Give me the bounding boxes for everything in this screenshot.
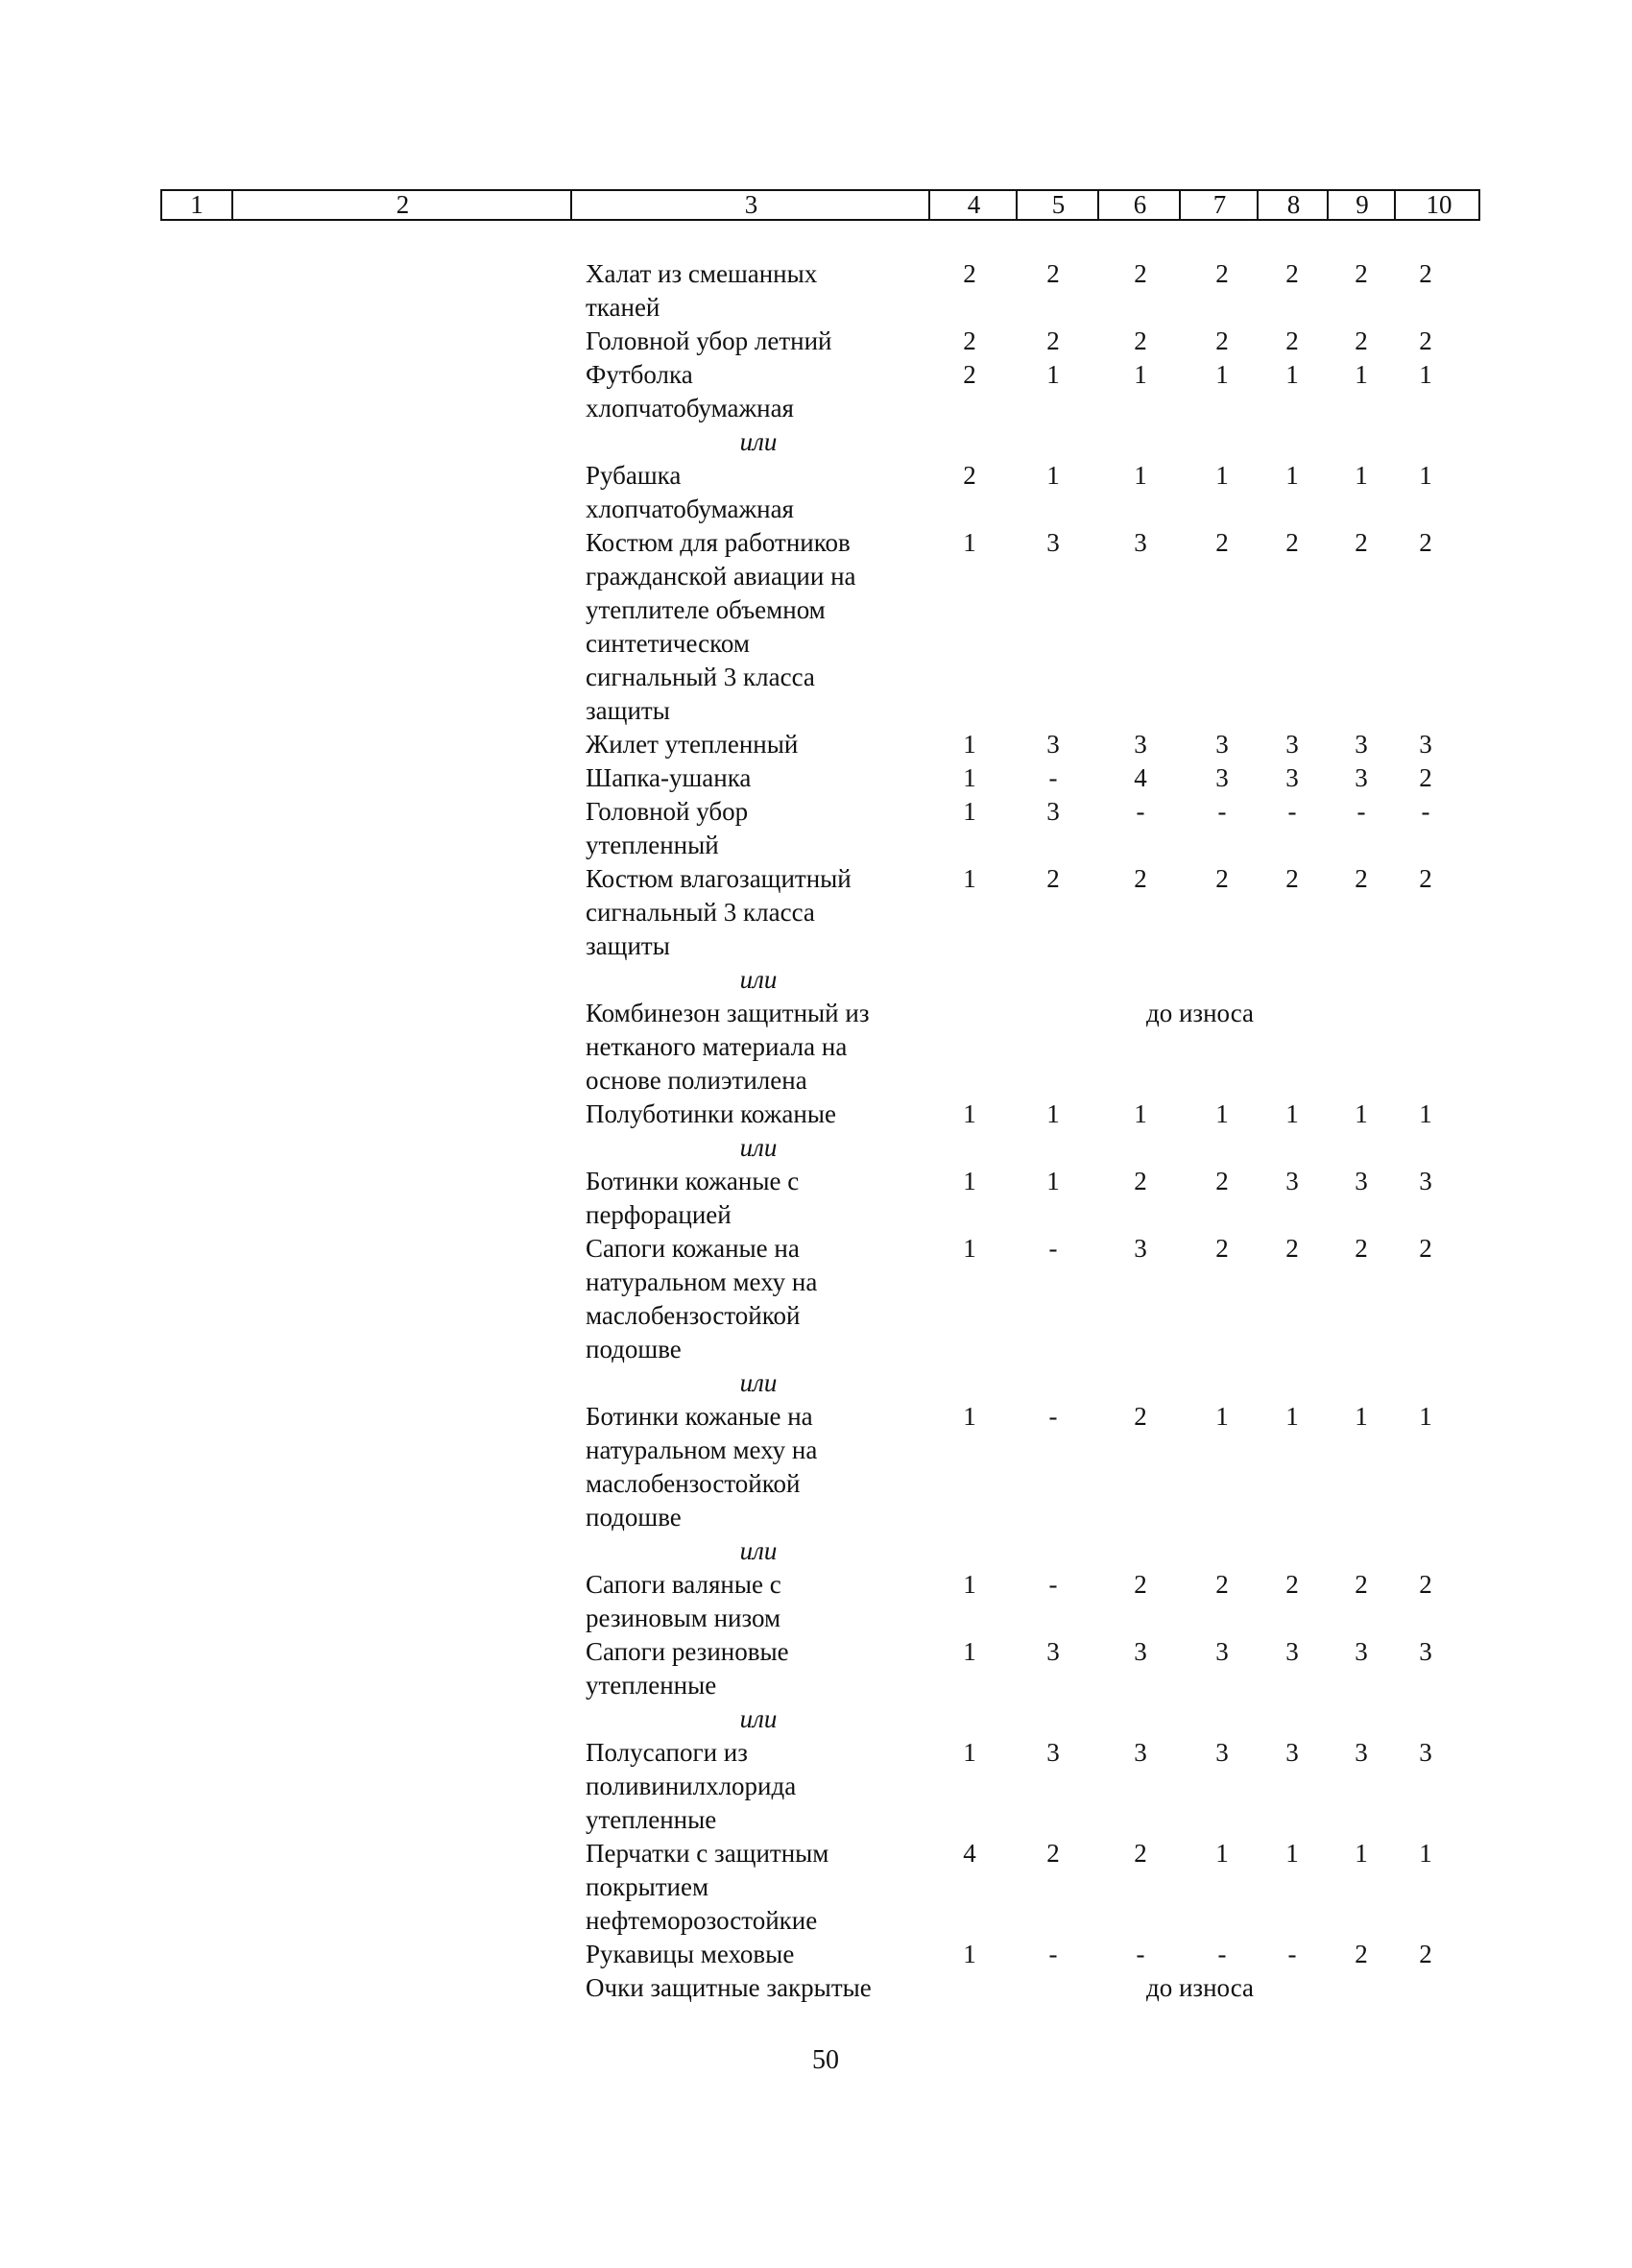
value-cell-col-10: 3 [1419,1167,1432,1195]
item-name [586,795,931,862]
value-cell-col-7: 2 [1215,864,1229,893]
alternative-separator [0,1702,1632,1736]
item-name-line: утепленный [586,831,719,859]
item-name [586,1232,931,1366]
item-name-line: перфорацией [586,1200,732,1229]
item-name-line: утепленные [586,1805,717,1834]
item-name [586,728,931,761]
item-name [586,1971,931,2005]
value-cell-col-10: 2 [1419,864,1432,893]
alternative-separator [0,1366,1632,1400]
value-cell-col-8: 2 [1285,1570,1299,1599]
item-name-line: Головной убор [586,797,749,826]
value-cell-col-6: 2 [1134,1402,1147,1431]
value-cell-col-5: 2 [1046,259,1060,288]
header-cell-5: 5 [1016,191,1099,219]
header-cell-10: 10 [1394,191,1482,219]
item-name-line: Жилет утепленный [586,730,799,759]
alternative-label: или [739,1368,778,1397]
value-cell-col-9: 2 [1355,259,1368,288]
value-cell-col-10: 1 [1419,1099,1432,1128]
value-cell-col-8: 1 [1285,1839,1299,1868]
alternative-separator [0,1131,1632,1165]
item-name-line: Костюм влагозащитный [586,864,852,893]
value-cell-col-4: 1 [963,1738,976,1767]
value-cell-col-10: 3 [1419,1637,1432,1666]
value-cell-col-4: 1 [963,730,976,759]
item-name-line: тканей [586,293,660,322]
value-cell-col-4: 2 [963,259,976,288]
table-row [0,761,1632,795]
item-name [586,1098,931,1131]
value-cell-col-4: 1 [963,1940,976,1968]
item-name [586,1837,931,1938]
table-row [0,1400,1632,1534]
until-worn-out-cell: до износа [1145,999,1255,1027]
value-cell-col-6: 2 [1134,1570,1147,1599]
value-cell-col-9: 3 [1355,1167,1368,1195]
value-cell-col-4: 2 [963,360,976,389]
item-name-line: натуральном меху на [586,1267,818,1296]
item-name-line: резиновым низом [586,1604,781,1632]
alternative-separator [0,1534,1632,1568]
table-row [0,728,1632,761]
value-cell-col-8: 3 [1285,1167,1299,1195]
value-cell-col-10: 2 [1419,1234,1432,1263]
value-cell-col-7: 1 [1215,461,1229,490]
value-cell-col-5: 3 [1046,797,1060,826]
item-name-line: Перчатки с защитным [586,1839,829,1868]
value-cell-col-6: 2 [1134,864,1147,893]
value-cell-col-9: 2 [1355,326,1368,355]
value-cell-col-5: 1 [1046,1099,1060,1128]
table-row [0,1232,1632,1366]
value-cell-col-8: 2 [1285,528,1299,557]
value-cell-col-7: 2 [1215,1570,1229,1599]
value-cell-col-4: 2 [963,326,976,355]
table-row [0,526,1632,728]
header-cell-7: 7 [1179,191,1259,219]
value-cell-col-9: 2 [1355,864,1368,893]
value-cell-col-9: 1 [1355,1839,1368,1868]
alternative-separator [0,963,1632,997]
value-cell-col-9: 2 [1355,1234,1368,1263]
item-name-line: хлопчатобумажная [586,495,794,523]
value-cell-col-4: 1 [963,864,976,893]
value-cell-col-8: 1 [1285,360,1299,389]
item-name-line: Халат из смешанных [586,259,818,288]
item-name-line: синтетическом [586,629,750,658]
value-cell-col-5: 1 [1046,461,1060,490]
item-name [586,526,931,728]
until-worn-out-cell: до износа [1145,1973,1255,2002]
item-name [586,459,931,526]
item-name-line: Рукавицы меховые [586,1940,795,1968]
value-cell-col-5: 3 [1046,730,1060,759]
value-cell-col-6: 2 [1134,1167,1147,1195]
value-cell-col-9: 1 [1355,1099,1368,1128]
item-name [586,257,931,325]
page-number: 50 [812,2045,839,2075]
value-cell-col-10: 3 [1419,1738,1432,1767]
table-row [0,795,1632,862]
item-name [586,325,931,358]
value-cell-col-6: - [1136,797,1145,826]
value-cell-col-8: 3 [1285,1637,1299,1666]
table-row [0,997,1632,1098]
value-cell-col-5: 3 [1046,528,1060,557]
value-cell-col-5: - [1048,1402,1058,1431]
value-cell-col-5: 3 [1046,1738,1060,1767]
value-cell-col-5: - [1048,1234,1058,1263]
value-cell-col-5: 3 [1046,1637,1060,1666]
value-cell-col-7: 3 [1215,1637,1229,1666]
value-cell-col-10: 2 [1419,528,1432,557]
table-row [0,1971,1632,2005]
item-name-line: Полуботинки кожаные [586,1099,836,1128]
value-cell-col-9: 2 [1355,528,1368,557]
value-cell-col-4: 1 [963,1570,976,1599]
item-name-line: Комбинезон защитный из [586,999,870,1027]
table-row [0,358,1632,425]
value-cell-col-9: 2 [1355,1570,1368,1599]
table-row [0,862,1632,963]
value-cell-col-9: 1 [1355,1402,1368,1431]
value-cell-col-10: 1 [1419,1839,1432,1868]
item-name-line: Футболка [586,360,693,389]
header-cell-1: 1 [190,190,204,219]
table-row [0,1635,1632,1702]
value-cell-col-9: 3 [1355,730,1368,759]
item-name-line: Сапоги резиновые [586,1637,789,1666]
item-name [586,862,931,963]
value-cell-col-9: - [1356,797,1366,826]
value-cell-col-6: 1 [1134,1099,1147,1128]
value-cell-col-4: 1 [963,1637,976,1666]
value-cell-col-8: - [1287,1940,1297,1968]
value-cell-col-6: 3 [1134,730,1147,759]
value-cell-col-10: - [1421,797,1430,826]
value-cell-col-6: 2 [1134,1839,1147,1868]
value-cell-col-4: 4 [963,1839,976,1868]
header-cell-3: 3 [570,191,930,219]
value-cell-col-7: 2 [1215,259,1229,288]
value-cell-col-10: 2 [1419,763,1432,792]
item-name-line: Сапоги кожаные на [586,1234,800,1263]
value-cell-col-8: 2 [1285,1234,1299,1263]
value-cell-col-4: 1 [963,1402,976,1431]
table-row [0,1736,1632,1837]
item-name-line: защиты [586,931,670,960]
table-row [0,1568,1632,1635]
value-cell-col-5: - [1048,1570,1058,1599]
item-name-line: Костюм для работников [586,528,851,557]
value-cell-col-9: 3 [1355,763,1368,792]
value-cell-col-10: 1 [1419,1402,1432,1431]
value-cell-col-5: 1 [1046,360,1060,389]
value-cell-col-7: 2 [1215,528,1229,557]
item-name [586,1736,931,1837]
item-name-line: подошве [586,1503,682,1532]
item-name-line: Полусапоги из [586,1738,748,1767]
item-name-line: гражданской авиации на [586,562,856,591]
item-name-line: Ботинки кожаные с [586,1167,800,1195]
item-name [586,1400,931,1534]
value-cell-col-4: 1 [963,763,976,792]
value-cell-col-9: 3 [1355,1637,1368,1666]
value-cell-col-7: 2 [1215,326,1229,355]
header-cell-4: 4 [928,191,1018,219]
item-name-line: утепленные [586,1671,717,1700]
value-cell-col-6: 2 [1134,326,1147,355]
item-name [586,358,931,425]
item-name-line: поливинилхлорида [586,1772,797,1800]
value-cell-col-7: - [1217,1940,1227,1968]
value-cell-col-8: - [1287,797,1297,826]
table-row [0,1098,1632,1131]
alternative-label: или [739,427,778,456]
value-cell-col-9: 3 [1355,1738,1368,1767]
value-cell-col-5: - [1048,1940,1058,1968]
alternative-label: или [739,1536,778,1565]
table-row [0,459,1632,526]
value-cell-col-10: 2 [1419,1570,1432,1599]
value-cell-col-10: 1 [1419,461,1432,490]
value-cell-col-6: 3 [1134,528,1147,557]
item-name-line: основе полиэтилена [586,1066,807,1095]
value-cell-col-6: 3 [1134,1234,1147,1263]
value-cell-col-10: 1 [1419,360,1432,389]
item-name-line: утеплителе объемном [586,595,826,624]
item-name-line: защиты [586,696,670,725]
value-cell-col-8: 1 [1285,461,1299,490]
value-cell-col-5: 2 [1046,326,1060,355]
value-cell-col-10: 2 [1419,326,1432,355]
item-name-line: нефтеморозостойкие [586,1906,818,1935]
value-cell-col-8: 2 [1285,326,1299,355]
value-cell-col-10: 2 [1419,259,1432,288]
item-name [586,1165,931,1232]
value-cell-col-6: 2 [1134,259,1147,288]
item-name-line: подошве [586,1335,682,1363]
header-cell-8: 8 [1257,191,1329,219]
value-cell-col-7: 1 [1215,1099,1229,1128]
value-cell-col-5: 2 [1046,1839,1060,1868]
item-name-line: сигнальный 3 класса [586,898,815,927]
item-name-line: покрытием [586,1872,709,1901]
value-cell-col-10: 3 [1419,730,1432,759]
value-cell-col-8: 2 [1285,864,1299,893]
item-name-line: Сапоги валяные с [586,1570,781,1599]
item-name-line: Шапка-ушанка [586,763,752,792]
item-name [586,761,931,795]
value-cell-col-6: 4 [1134,763,1147,792]
value-cell-col-4: 1 [963,797,976,826]
value-cell-col-8: 1 [1285,1099,1299,1128]
table-row [0,1837,1632,1938]
value-cell-col-4: 1 [963,1167,976,1195]
item-name-line: нетканого материала на [586,1032,848,1061]
value-cell-col-5: 1 [1046,1167,1060,1195]
item-name-line: Рубашка [586,461,682,490]
column-number-header [160,189,1480,221]
item-name-line: Головной убор летний [586,326,832,355]
value-cell-col-7: 1 [1215,1402,1229,1431]
item-name-line: Ботинки кожаные на [586,1402,813,1431]
value-cell-col-8: 1 [1285,1402,1299,1431]
item-name-line: маслобензостойкой [586,1301,801,1330]
item-name-line: хлопчатобумажная [586,394,794,422]
value-cell-col-8: 2 [1285,259,1299,288]
value-cell-col-10: 2 [1419,1940,1432,1968]
item-name-line: маслобензостойкой [586,1469,801,1498]
header-cell-6: 6 [1097,191,1181,219]
item-name-line: сигнальный 3 класса [586,663,815,691]
item-name [586,1568,931,1635]
header-cell-2: 2 [231,191,572,219]
table-row [0,1165,1632,1232]
alternative-separator [0,425,1632,459]
value-cell-col-4: 2 [963,461,976,490]
value-cell-col-8: 3 [1285,1738,1299,1767]
value-cell-col-6: 3 [1134,1738,1147,1767]
value-cell-col-9: 2 [1355,1940,1368,1968]
value-cell-col-4: 1 [963,528,976,557]
alternative-label: или [739,1704,778,1733]
value-cell-col-7: 2 [1215,1167,1229,1195]
alternative-label: или [739,965,778,994]
item-name-line: Очки защитные закрытые [586,1973,872,2002]
item-name-line: натуральном меху на [586,1436,818,1464]
table-row [0,1938,1632,1971]
item-name [586,1938,931,1971]
value-cell-col-7: 3 [1215,730,1229,759]
value-cell-col-4: 1 [963,1099,976,1128]
alternative-label: или [739,1133,778,1162]
value-cell-col-6: 3 [1134,1637,1147,1666]
value-cell-col-7: 3 [1215,763,1229,792]
value-cell-col-7: 3 [1215,1738,1229,1767]
value-cell-col-7: - [1217,797,1227,826]
table-row [0,257,1632,325]
value-cell-col-6: 1 [1134,461,1147,490]
table-row [0,325,1632,358]
value-cell-col-7: 2 [1215,1234,1229,1263]
item-name [586,1635,931,1702]
value-cell-col-6: - [1136,1940,1145,1968]
value-cell-col-8: 3 [1285,730,1299,759]
value-cell-col-6: 1 [1134,360,1147,389]
value-cell-col-9: 1 [1355,360,1368,389]
value-cell-col-7: 1 [1215,1839,1229,1868]
value-cell-col-8: 3 [1285,763,1299,792]
value-cell-col-4: 1 [963,1234,976,1263]
header-cell-9: 9 [1327,191,1396,219]
value-cell-col-9: 1 [1355,461,1368,490]
value-cell-col-5: - [1048,763,1058,792]
item-name [586,997,931,1098]
value-cell-col-5: 2 [1046,864,1060,893]
value-cell-col-7: 1 [1215,360,1229,389]
